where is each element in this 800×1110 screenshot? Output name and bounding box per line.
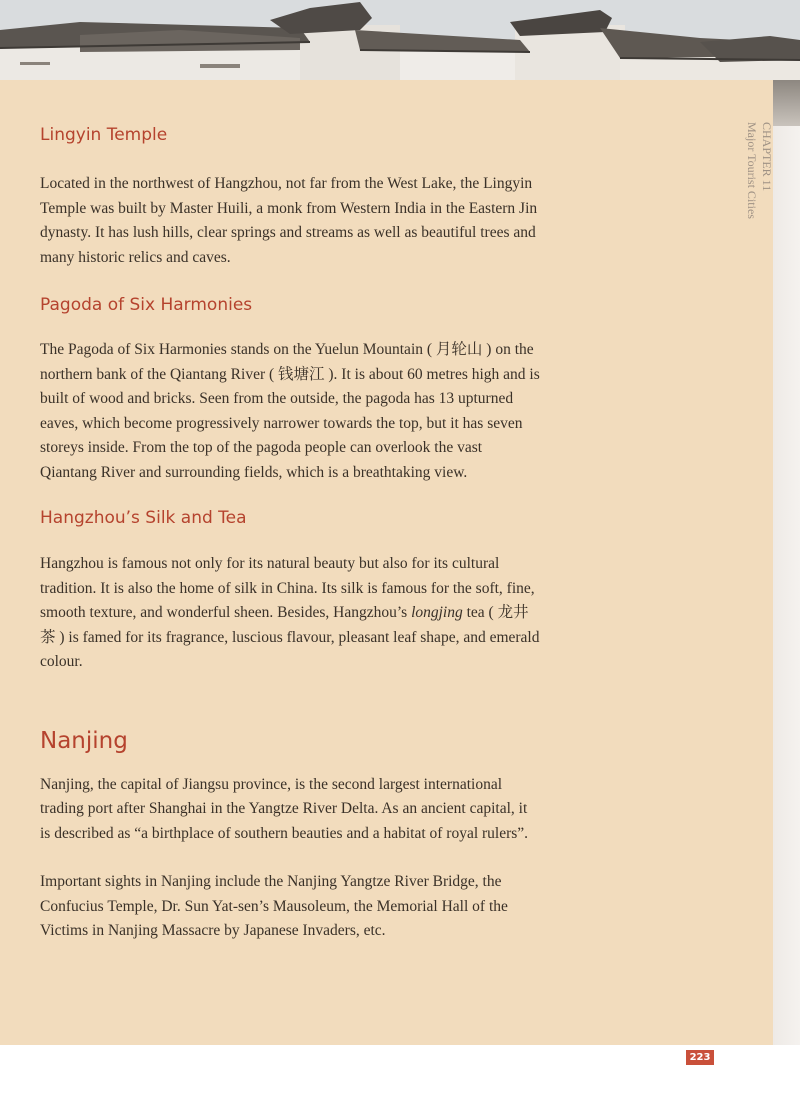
heading-nanjing: Nanjing — [40, 727, 128, 754]
rooftop-photo-banner — [0, 0, 800, 80]
heading-silk-and-tea: Hangzhou’s Silk and Tea — [40, 508, 247, 528]
right-margin-strip — [773, 80, 800, 1045]
chapter-side-text — [744, 122, 774, 262]
silk-tea-text-b: tea ( 龙井茶 ) is famed for its fragrance, luscious flavour, pleasant leaf shape, and emerald colour. — [40, 604, 540, 670]
longjing-term: longjing — [411, 604, 463, 621]
right-margin-photo — [773, 80, 800, 126]
heading-pagoda-six-harmonies: Pagoda of Six Harmonies — [40, 295, 253, 315]
heading-lingyin-temple: Lingyin Temple — [40, 125, 168, 145]
paragraph-pagoda-six-harmonies: The Pagoda of Six Harmonies stands on the Yuelun Mountain ( 月轮山 ) on the northern bank of the Qiantang River ( 钱塘江 ). It is about 60 metres high and is built of wood and bricks. Seen from the outside, the pagoda has 13 upturned eaves, which become progressively narrower towards the top, but it has seven storeys inside. From the top of the pagoda people can overlook the vast Qiantang River and surrounding fields, which is a breathtaking view. — [40, 341, 540, 481]
page-content — [40, 120, 740, 944]
silk-tea-text-a: Hangzhou is famous not only for its natural beauty but also for its cultural tradition. It is also the home of silk in China. Its silk is famous for the soft, fine, smooth texture, and wonderful sheen. Besides, Hangzhou’s — [40, 555, 535, 621]
rooftop-illustration — [0, 0, 800, 80]
paragraph-nanjing-sights: Important sights in Nanjing include the Nanjing Yangtze River Bridge, the Confucius Temple, Dr. Sun Yat-sen’s Mausoleum, the Memorial Hall of the Victims in Nanjing Massacre by Japanese Invaders, etc. — [40, 873, 508, 939]
chapter-side-tab — [740, 122, 774, 262]
paragraph-nanjing-intro: Nanjing, the capital of Jiangsu province, is the second largest international trading port after Shanghai in the Yangtze River Delta. As an ancient capital, it is described as “a birthplace of southern beauties and a habitat of royal rulers”. — [40, 775, 529, 842]
paragraph-lingyin-temple: Located in the northwest of Hangzhou, not far from the West Lake, the Lingyin Temple was built by Master Huili, a monk from Western India in the Eastern Jin dynasty. It has lush hills, clear springs and streams as well as beautiful trees and many historic relics and caves. — [40, 175, 538, 266]
chapter-title: Major Tourist Cities — [745, 122, 759, 219]
page-number-badge: 223 — [686, 1050, 714, 1065]
chapter-label: CHAPTER 11 — [760, 122, 774, 192]
paragraph-silk-and-tea — [40, 552, 540, 675]
